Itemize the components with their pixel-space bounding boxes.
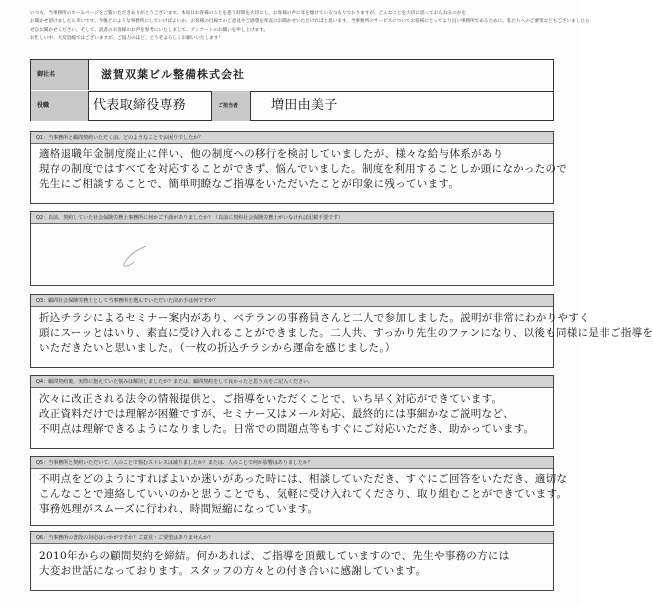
intro-line: お聞かせ頂けましたら幸いです。今後どのような事務所にしていけばよいか、お客様の目線でのご意見やご感想を率直にお聞かせいただければと思います。当事務所のサービスについてお客様にとってより良い事務所であるために、私たちへのご要望などもございましたら (30, 19, 590, 25)
intro-text (30, 10, 590, 44)
question-5 (30, 456, 568, 526)
question-3 (30, 294, 653, 368)
answer-line: 現存の制度ではすべてを対応することができず、悩んでいました。制度を利用することしか頭になかったので (39, 163, 568, 175)
answer-line: いただきたいと思いました。（一枚の折込チラシから運命を感じました。） (39, 342, 396, 354)
role-value: 代表取締役専務 (93, 98, 187, 113)
answer-line: 頭にスーッとはいり、素直に受け入れることができました。二人共、すっかり先生のファンになり、以後も同様に是非ご指導を (39, 327, 653, 339)
answer-line: 先生にご相談することで、簡単明瞭なご指導をいただいたことが印象に残っています。 (39, 178, 460, 190)
answer-line: 折込チラシによるセミナー案内があり、ベテランの事務員さんと二人で参加しました。説明が非常にわかりやすく (39, 312, 590, 324)
company-row (31, 60, 553, 92)
name-label: ご担当者 (211, 91, 251, 121)
answer-6 (39, 549, 549, 579)
pen-mark-squiggle (116, 242, 156, 272)
role-label: 役職 (31, 91, 89, 121)
answer-line: 大変お世話になっております。スタッフの方々との付き合いに感謝しています。 (39, 565, 427, 577)
answer-3 (39, 311, 653, 356)
company-label: 御社名 (31, 60, 89, 90)
answer-line: 不明点をどのようにすればよいか迷いがあった時には、相談していただき、すぐにご回答をいただき、適切な (39, 473, 568, 485)
intro-line: ぜひお聞かせください。そして、読者のお客様のお声を参考にいたしまして、アンケートのお願いを申し上げます。 (30, 27, 269, 33)
answer-line: 適格退職年金制度廃止に伴い、他の制度への移行を検討していましたが、様々な給与体系があり (39, 148, 504, 160)
question-5-heading: Q5：当事務所と契約いただいて、人のことで悩むストレスは減りましたか？または、人のことで何か影響はありましたか？ (31, 457, 553, 469)
intro-line: お忙しい中、大変恐縮ではございますが、ご協力のほど、どうぞよろしくお願いいたします！ (30, 36, 223, 42)
company-name: 滋賀双葉ビル整備株式会社 (101, 68, 245, 81)
answer-4 (39, 392, 549, 437)
question-2 (30, 211, 554, 286)
answer-line: 2010年からの顧問契約を締結。何かあれば、ご指導を頂戴していますので、先生や事務の方には (39, 550, 510, 562)
question-4-heading: Q4：顧問契約後、実際に抱えていた悩みは解決しましたか？または、顧問契約をして良かったと思う点をご記入ください。 (31, 376, 553, 388)
contact-row (31, 91, 553, 121)
intro-line: いつも、当事務所のホームページをご覧いただきありがとうございます。本毎日お客様のことを思う時間を大切にし、お客様の声に耳を傾けているつもりでおりますが、どんなことを大切に思っておられるのかを (30, 11, 466, 16)
answer-line: こんなことで連絡していいのかと思うことでも、気軽に受け入れてくださり、取り組むことができています。 (39, 488, 568, 500)
customer-info-table (30, 59, 554, 121)
question-6-heading: Q6：当事務所の普段の対応はいかがですか？ご意見・ご要望はありませんか？ (31, 532, 553, 544)
answer-line: 事務処理がスムーズに行われ、時間短縮になっています。 (39, 503, 319, 515)
answer-line: 不明点は理解できるようになりました。日常での問題点等もすぐにご対応いただき、助かっています。 (39, 423, 535, 435)
question-1-heading: Q1：当事務所と顧問契約いただく前、どのようなことでお困りでしたか？ (31, 132, 553, 144)
name-value: 増田由美子 (271, 98, 338, 113)
answer-1 (39, 147, 568, 192)
question-4 (30, 375, 554, 449)
question-6 (30, 531, 554, 591)
question-3-heading: Q3：顧問社会保険労務士として当事務所を選んでいただいた決め手は何ですか？ (31, 295, 553, 307)
answer-5 (39, 472, 568, 517)
answer-line: 次々に改正される法令の情報提供と、ご指導をいただくことで、いち早く対応ができています。 (39, 393, 503, 405)
answer-line: 改正資料だけでは理解が困難ですが、セミナー又はメール対応、最終的には事細かなご説明など、 (39, 408, 514, 420)
question-1 (30, 131, 568, 204)
question-2-heading: Q2：以前、契約していた社会保険労務士事務所に何かご不満がありましたか？（以前に契約社会保険労務士がいなければ記載不要です） (31, 212, 553, 224)
